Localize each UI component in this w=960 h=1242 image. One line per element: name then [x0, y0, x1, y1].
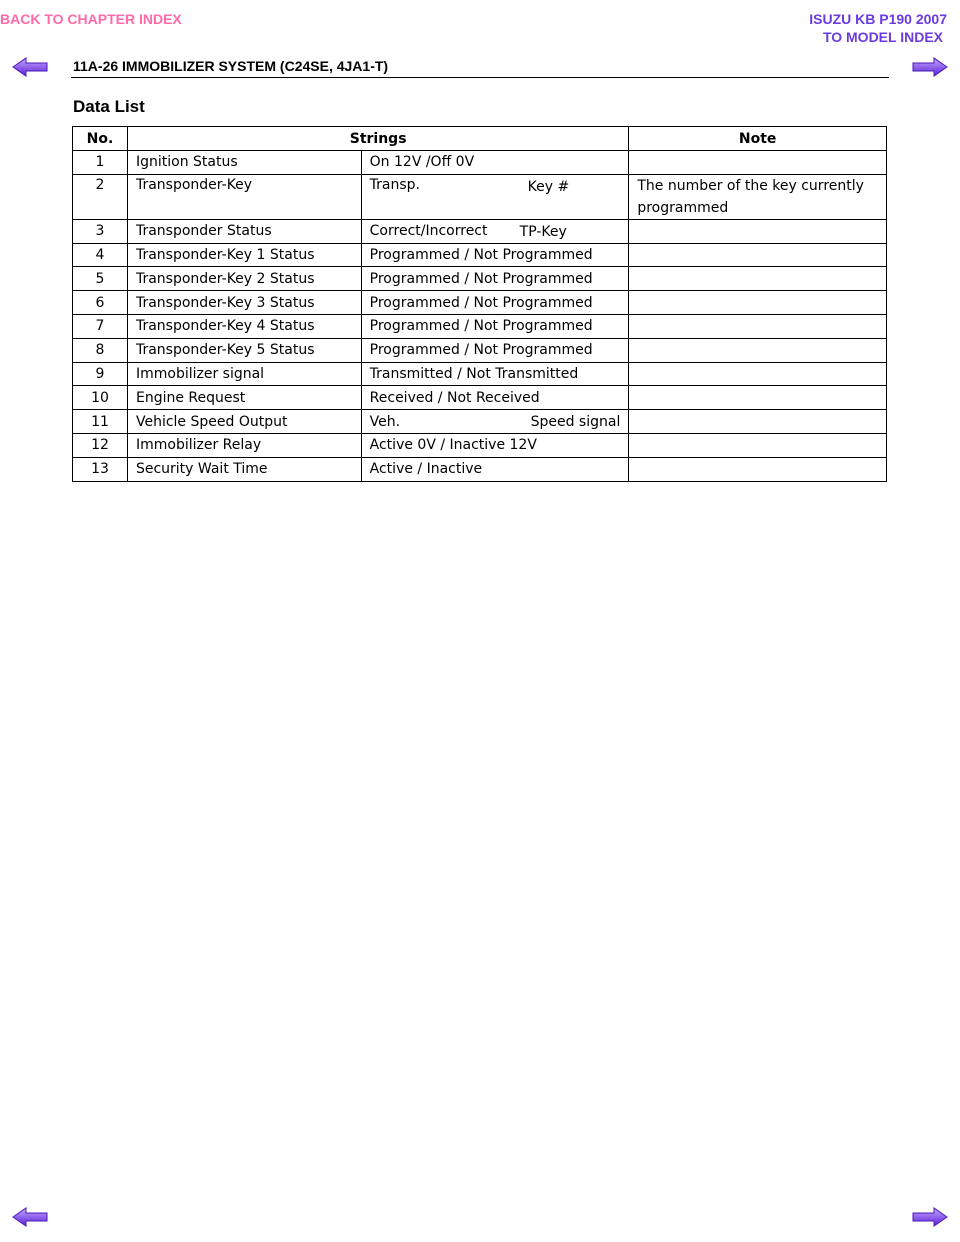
row-note	[629, 267, 887, 291]
row-note	[629, 338, 887, 362]
row-value-cell	[361, 338, 629, 362]
table-row	[73, 219, 887, 243]
page-header: 11A-26 IMMOBILIZER SYSTEM (C24SE, 4JA1-T)	[73, 58, 389, 74]
row-value-right: Key #	[527, 178, 570, 195]
row-value: Active / Inactive	[369, 461, 483, 478]
row-value-right: TP-Key	[519, 223, 567, 240]
to-model-index-link[interactable]: TO MODEL INDEX	[822, 29, 943, 45]
arrow-left-icon[interactable]	[12, 1207, 48, 1227]
row-number: 12	[73, 433, 128, 457]
row-number: 11	[73, 410, 128, 434]
row-string: Transponder-Key 5 Status	[127, 338, 361, 362]
header-strings: Strings	[127, 127, 628, 151]
row-value: On 12V /Off 0V	[369, 154, 475, 171]
row-number: 6	[73, 291, 128, 315]
row-number: 1	[73, 151, 128, 175]
row-value-cell	[361, 314, 629, 338]
row-note	[629, 362, 887, 386]
row-value-cell	[361, 457, 629, 481]
data-list-table	[72, 126, 887, 482]
row-note	[629, 410, 887, 434]
row-value-cell	[361, 219, 629, 243]
row-note	[629, 457, 887, 481]
row-value: Programmed / Not Programmed	[369, 270, 593, 287]
table-row	[73, 362, 887, 386]
row-string: Engine Request	[127, 386, 361, 410]
row-value: Transmitted / Not Transmitted	[369, 365, 579, 382]
table-header-row	[73, 127, 887, 151]
row-string: Transponder-Key	[127, 174, 361, 219]
row-note	[629, 314, 887, 338]
row-value-right: Speed signal	[530, 414, 621, 431]
row-value-cell	[361, 267, 629, 291]
row-string: Immobilizer signal	[127, 362, 361, 386]
row-value-cell	[361, 410, 629, 434]
table-row	[73, 314, 887, 338]
table-row	[73, 433, 887, 457]
row-string: Transponder-Key 2 Status	[127, 267, 361, 291]
header-no: No.	[73, 127, 128, 151]
row-value: Received / Not Received	[369, 389, 540, 406]
row-value-cell	[361, 291, 629, 315]
row-value-cell	[361, 151, 629, 175]
table-row	[73, 174, 887, 219]
row-note	[629, 386, 887, 410]
row-note	[629, 291, 887, 315]
table-row	[73, 267, 887, 291]
table-row	[73, 457, 887, 481]
row-value: Transp.	[369, 176, 420, 193]
row-string: Immobilizer Relay	[127, 433, 361, 457]
row-string: Ignition Status	[127, 151, 361, 175]
row-number: 2	[73, 174, 128, 219]
row-value-cell	[361, 243, 629, 267]
row-value-cell	[361, 174, 629, 219]
model-title-link[interactable]: ISUZU KB P190 2007	[809, 11, 947, 27]
arrow-left-icon[interactable]	[12, 57, 48, 77]
row-value: Programmed / Not Programmed	[369, 246, 593, 263]
table-row	[73, 386, 887, 410]
row-number: 13	[73, 457, 128, 481]
row-value: Veh.	[369, 413, 401, 430]
arrow-right-icon[interactable]	[912, 57, 948, 77]
row-value: Correct/Incorrect	[369, 223, 488, 240]
row-value-cell	[361, 386, 629, 410]
row-value: Programmed / Not Programmed	[369, 342, 593, 359]
row-number: 10	[73, 386, 128, 410]
row-string: Security Wait Time	[127, 457, 361, 481]
arrow-right-icon[interactable]	[912, 1207, 948, 1227]
row-note: The number of the key currently programmed	[629, 174, 887, 219]
table-row	[73, 243, 887, 267]
header-divider	[71, 77, 889, 78]
table-row	[73, 291, 887, 315]
header-note: Note	[629, 127, 887, 151]
section-title: Data List	[73, 97, 145, 116]
row-string: Transponder-Key 4 Status	[127, 314, 361, 338]
row-number: 8	[73, 338, 128, 362]
row-number: 7	[73, 314, 128, 338]
row-value: Active 0V / Inactive 12V	[369, 437, 537, 454]
back-to-chapter-index-link[interactable]: BACK TO CHAPTER INDEX	[0, 11, 182, 27]
table-row	[73, 338, 887, 362]
row-number: 9	[73, 362, 128, 386]
row-note	[629, 219, 887, 243]
row-string: Transponder Status	[127, 219, 361, 243]
row-value: Programmed / Not Programmed	[369, 318, 593, 335]
row-note	[629, 151, 887, 175]
row-number: 3	[73, 219, 128, 243]
row-value-cell	[361, 433, 629, 457]
row-note	[629, 433, 887, 457]
row-string: Vehicle Speed Output	[127, 410, 361, 434]
row-value: Programmed / Not Programmed	[369, 294, 593, 311]
row-number: 5	[73, 267, 128, 291]
row-number: 4	[73, 243, 128, 267]
table-row	[73, 151, 887, 175]
row-value-cell	[361, 362, 629, 386]
row-note	[629, 243, 887, 267]
row-string: Transponder-Key 1 Status	[127, 243, 361, 267]
row-string: Transponder-Key 3 Status	[127, 291, 361, 315]
table-row	[73, 410, 887, 434]
